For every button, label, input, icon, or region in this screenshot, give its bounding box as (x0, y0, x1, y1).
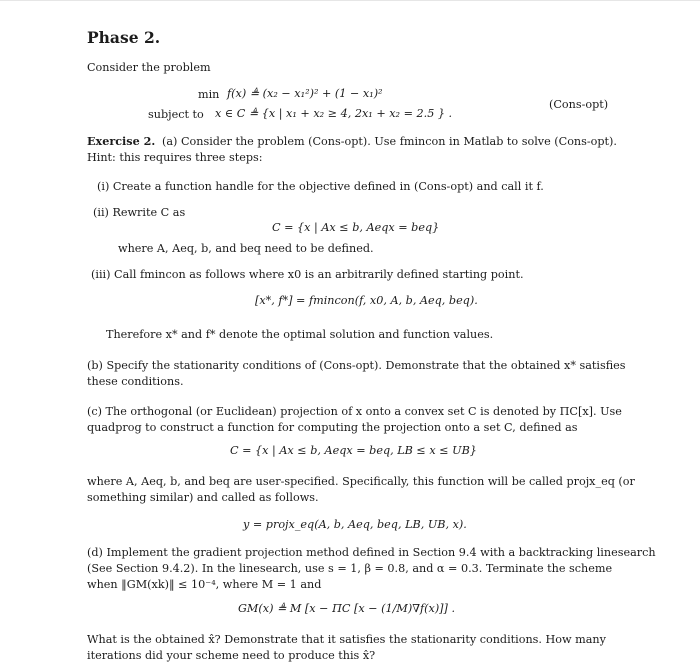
part-c-line1: (c) The orthogonal (or Euclidean) projection of x onto a convex set C is denoted by ΠC[x]. Use (87, 405, 622, 418)
exercise-heading: Exercise 2. (87, 134, 156, 148)
part-d-line4: What is the obtained x̂? Demonstrate that it satisfies the stationarity conditions. How many (87, 633, 606, 646)
part-d-formula: GM(x) ≜ M [x − ΠC [x − (1/M)∇f(x)]] . (238, 602, 456, 615)
therefore-text: Therefore x* and f* denote the optimal solution and function values. (106, 328, 494, 341)
exercise-line1: (a) Consider the problem (Cons-opt). Use fmincon in Matlab to solve (Cons-opt). (162, 135, 617, 148)
step-iii: (iii) Call fmincon as follows where x0 is an arbitrarily defined starting point. (91, 268, 524, 281)
part-d-line2: (See Section 9.4.2). In the linesearch, use s = 1, β = 0.8, and α = 0.3. Terminate the scheme (87, 562, 613, 575)
part-d-line5: iterations did your scheme need to produce this x̂? (87, 649, 376, 662)
step-i: (i) Create a function handle for the objective defined in (Cons-opt) and call it f. (97, 180, 544, 193)
part-d-line3: when ‖GM(xk)‖ ≤ 10⁻⁴, where M = 1 and (87, 578, 322, 591)
part-c-line2: quadprog to construct a function for computing the projection onto a set C, defined as (87, 421, 578, 434)
intro-text: Consider the problem (87, 61, 211, 74)
objective-formula: f(x) ≜ (x₂ − x₁²)² + (1 − x₁)² (227, 87, 383, 100)
part-c-line3: where A, Aeq, b, and beq are user-specified. Specifically, this function will be called projx_eq (or (87, 475, 635, 488)
step-ii-label: (ii) Rewrite C as (93, 206, 186, 219)
constraint-formula: x ∈ C ≜ {x | x₁ + x₂ ≥ 4, 2x₁ + x₂ = 2.5 } . (215, 107, 453, 120)
top-border (0, 0, 700, 1)
part-b-line1: (b) Specify the stationarity conditions of (Cons-opt). Demonstrate that the obtained x* satisfies (87, 359, 626, 372)
min-label: min (198, 88, 220, 101)
part-c-formula: C = {x | Ax ≤ b, Aeqx = beq, LB ≤ x ≤ UB} (230, 444, 477, 457)
phase-title: Phase 2. (87, 28, 161, 47)
exercise-line2: Hint: this requires three steps: (87, 151, 263, 164)
part-d-line1: (d) Implement the gradient projection method defined in Section 9.4 with a backtracking linesearch (87, 546, 656, 559)
equation-tag: (Cons-opt) (549, 98, 609, 111)
step-ii-formula: C = {x | Ax ≤ b, Aeqx = beq} (272, 221, 440, 234)
step-ii-note: where A, Aeq, b, and beq need to be defined. (118, 242, 374, 255)
part-c-call: y = projx_eq(A, b, Aeq, beq, LB, UB, x). (243, 518, 467, 531)
part-b-line2: these conditions. (87, 375, 184, 388)
step-iii-formula: [x*, f*] = fmincon(f, x0, A, b, Aeq, beq). (255, 294, 478, 307)
part-c-line4: something similar) and called as follows. (87, 491, 319, 504)
subject-to-label: subject to (148, 108, 204, 121)
